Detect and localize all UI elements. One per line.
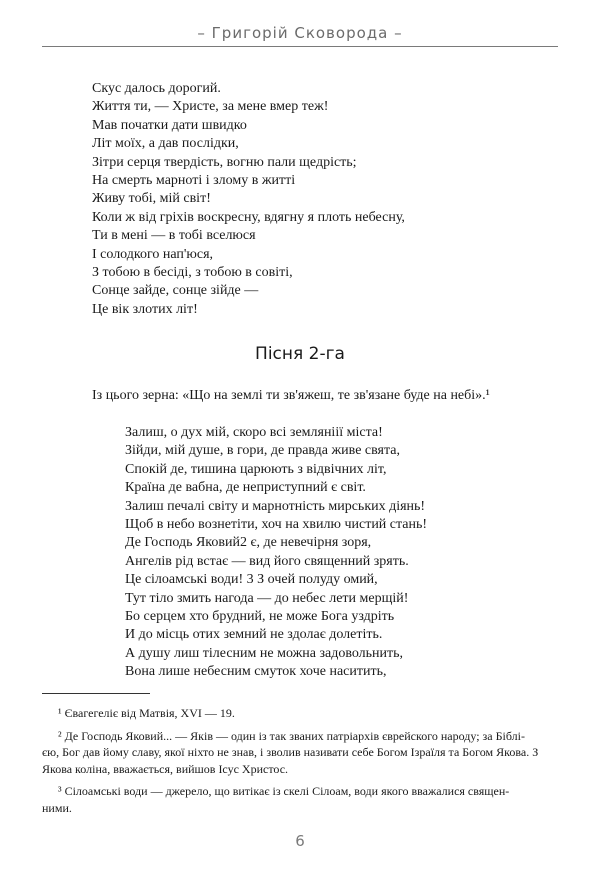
stanza-line: З тобою в бесіді, з тобою в совіті, (92, 265, 293, 281)
header-title: – Григорій Сковорода – (197, 24, 403, 42)
stanza-line: Скус далось дорогий. (92, 81, 221, 96)
stanza-line: Мав початки дати швидко (92, 117, 247, 133)
song-title: Пісня 2-га (255, 344, 345, 364)
stanza-line: Літ моїх, а дав послідки, (92, 136, 239, 152)
poem-line: Де Господь Яковий2 є, де невечірня зоря, (125, 535, 372, 551)
stanza-line: Сонце зайде, сонце зійде — (92, 283, 259, 299)
footnote-text: ¹ Євагегеліє від Матвія, XVI — 19. (58, 706, 235, 720)
footnote-rule (42, 693, 150, 694)
poem-line: Залиш печалі світу и марнотність мирських діянь! (125, 498, 426, 514)
poem-line: Це сілоамські води! 3 З очей полуду омий, (125, 572, 378, 588)
stanza-line: Ти в мені — в тобі вселюся (92, 228, 256, 244)
poem-line: Вона лише небесним смуток хоче наситить, (125, 664, 387, 680)
page-number: 6 (295, 832, 305, 850)
footnote-text: ² Де Господь Яковий... — Яків — один із так званих патріархів єврейского народу; за Біблі- (58, 728, 525, 743)
stanza-line: І солодкого нап'юся, (92, 246, 214, 262)
stanza-line: На смерть марноті і злому в житті (92, 173, 296, 189)
stanza-line: Живу тобі, мій світ! (92, 191, 211, 207)
poem-line: Спокій де, тишина царюють з відвічних літ, (125, 461, 387, 477)
poem-line: Ангелів рід встає — вид його священний зрять. (125, 553, 409, 569)
song-poem (125, 424, 565, 682)
poem-line: И до місць отих земний не здолає долетіть. (125, 627, 383, 643)
stanza-line: Це вік злотих літ! (92, 301, 198, 317)
running-header (42, 22, 558, 50)
stanza-line: Коли ж від гріхів воскресну, вдягну я плоть небесну, (92, 209, 405, 225)
poem-line: Зійди, мій душе, в гори, де правда живе свята, (125, 443, 400, 459)
footnote-continuation: ними. (42, 800, 72, 815)
footnotes (42, 705, 558, 822)
poem-line: Залиш, о дух мій, скоро всі земляніії міста! (125, 425, 383, 440)
poem-line: Бо серцем хто брудний, не може Бога уздріть (125, 609, 395, 625)
poem-line: А душу лиш тілесним не можна задовольнить, (125, 645, 404, 661)
song-epigraph: Із цього зерна: «Що на землі ти зв'яжеш, те зв'язане буде на небі».¹ (92, 388, 490, 403)
poem-line: Щоб в небо вознетіти, хоч на хвилю чистий стань! (125, 517, 428, 533)
poem-line: Країна де вабна, де неприступний є світ. (125, 480, 366, 496)
footnote-text: ³ Сілоамські води — джерело, що витікає із скелі Сілоам, води якого вважалися священ- (58, 784, 510, 798)
header-rule (42, 46, 558, 47)
stanza-line: Зітри серця твердість, вогню пали щедрість; (92, 154, 357, 170)
footnote-continuation: єю, Бог дав йому славу, якої ніхто не знав, і зволив називати себе Богом Ізраїля та Богом Якова. З Якова коліна, вважається, вийшов Ісус Христос. (42, 745, 539, 776)
poem-stanza-continued (92, 80, 552, 319)
footnote-2 (42, 728, 558, 778)
poem-line: Тут тіло змить нагода — до небес лети мерщій! (125, 590, 409, 606)
footnote-1 (58, 705, 558, 722)
stanza-line: Життя ти, — Христе, за мене вмер теж! (92, 99, 329, 115)
footnote-3 (42, 783, 558, 816)
